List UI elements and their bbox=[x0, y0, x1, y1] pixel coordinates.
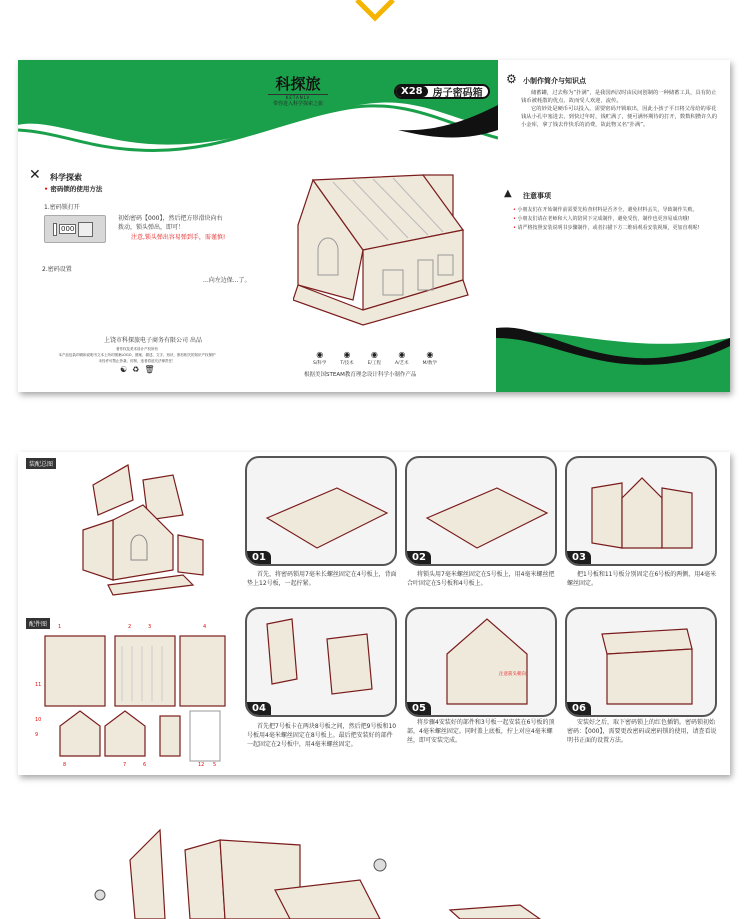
brand-slogan: 带你进入科学探索之旅 bbox=[272, 101, 323, 107]
step2-label: 2.密码设置 bbox=[42, 266, 72, 273]
notes-title: 注意事项 bbox=[523, 192, 551, 200]
steam-item-t: ◉ T/技术 bbox=[340, 350, 354, 366]
house-product-image bbox=[293, 170, 473, 340]
assembly-instructions-panel bbox=[18, 452, 730, 775]
brand-logo: 科探旅 bbox=[275, 75, 321, 93]
arrow-direction-tip: 注意箭头朝向 bbox=[499, 672, 526, 677]
part-number: 9 bbox=[35, 732, 39, 738]
product-badge bbox=[394, 84, 490, 99]
step-02-caption: 将锁头用7毫米螺丝固定在5号板上，用4毫米螺丝把合叶固定在5号板和4号板上。 bbox=[407, 571, 555, 587]
science-title: 科学探索 bbox=[50, 173, 82, 182]
steam-item-e: ◉ E/工程 bbox=[367, 350, 381, 366]
intro-paragraph-1: 储蓄罐，过去称为“扑满”，是我国西汉时由民间创制的一种储蓄工具，具有防止钱币被耗散的优点，故而受人欢迎，流传。 bbox=[521, 90, 717, 104]
tools-icon: ✕ bbox=[29, 167, 41, 183]
step-05-image: 05 注意箭头朝向 bbox=[405, 607, 557, 717]
company-name: 上饶市科探旅电子商务有限公司 出品 bbox=[104, 337, 202, 344]
steam-tagline: 根据美国STEAM教育理念设计科学小制作产品 bbox=[304, 372, 417, 378]
science-subtitle: 密码锁的使用方法 bbox=[50, 185, 103, 193]
step-05-caption: 将步骤4安装好的部件和3号板一起安装在6号板的顶部，4毫米螺丝固定。同时盖上底板，拧上对应4毫米螺丝，即可安装完成。 bbox=[407, 719, 555, 744]
step-06-image: 06 bbox=[565, 607, 717, 717]
part-number: 1 bbox=[58, 624, 62, 630]
step-01-image: 01 bbox=[245, 456, 397, 566]
step1-text: 初始密码【000】，然后把方形滑块向右拨动，锁头弹出，即可！ bbox=[118, 215, 223, 231]
green-wave-footer bbox=[496, 318, 730, 392]
step-03-image: 03 bbox=[565, 456, 717, 566]
trash-icon: 🗑 bbox=[144, 365, 155, 374]
part-number: 7 bbox=[123, 762, 127, 768]
product-name: 房子密码箱 bbox=[432, 88, 483, 99]
overview-label: 装配总图 bbox=[26, 458, 56, 469]
brand-sub: KETANLV bbox=[268, 94, 328, 100]
exploded-view-image bbox=[53, 460, 228, 600]
warning-icon: ▲ bbox=[504, 188, 512, 199]
note-item: • 请严格按照安装说明书步骤制作，或者扫描下方二维码观看安装视频，更加直观呢! bbox=[513, 225, 700, 231]
green-wave-header bbox=[18, 60, 498, 160]
intro-paragraph-2: 它的妙处是硬币可以投入，需要密码开锁取出，因此小孩子平日将父母给的零花钱从小孔中塞进去，到快过年时，钱贮满了，便可满怀期待的打开，数数积攒许久的小金库，拿了钱去作快乐的消费，故此物又名“扑满”。 bbox=[521, 106, 717, 128]
part-number: 3 bbox=[148, 624, 152, 630]
part-number: 2 bbox=[128, 624, 132, 630]
step-02-image: 02 bbox=[405, 456, 557, 566]
part-number: 6 bbox=[143, 762, 147, 768]
copyright-line2: 本产品包装印刷和说明书文本上所印图案LOGO、图案、描述、文字、形状，都有相关的知识产权保护 bbox=[58, 353, 216, 357]
step1-warning: 注意,锁头弹出容易弹到手，需谨慎! bbox=[131, 234, 226, 241]
intro-title: 小制作简介与知识点 bbox=[523, 77, 586, 85]
step-01-caption: 首先，将密码锁用7毫米长螺丝固定在4号板上，背面垫上12号板，一起拧紧。 bbox=[247, 571, 397, 587]
exploded-house-closeup bbox=[60, 820, 620, 919]
steam-item-a: ◉ A/艺术 bbox=[395, 350, 409, 366]
recycle-icon: ♻ bbox=[132, 365, 140, 374]
note-item: • 小朋友们在开始制作前需要先检查材料是否齐全，避免材料丢失，导致制作失败。 bbox=[513, 207, 698, 213]
part-number: 10 bbox=[35, 717, 42, 723]
part-number: 5 bbox=[213, 762, 217, 768]
step1-label: 1.密码锁打开 bbox=[44, 204, 80, 211]
chevron-down-icon bbox=[353, 0, 397, 22]
steam-item-s: ◉ S/科学 bbox=[313, 350, 327, 366]
copyright-line1: 著作权及美术设计产权所有 bbox=[116, 347, 158, 351]
part-number: 11 bbox=[35, 682, 42, 688]
step2-text: ...向左边保...了。 bbox=[203, 277, 251, 284]
part-number: 8 bbox=[63, 762, 67, 768]
combination-lock-image: 000 bbox=[44, 215, 106, 243]
note-item: • 小朋友们请在老师和大人的陪同下完成制作，避免受伤，制作也更容易成功哦! bbox=[513, 216, 690, 222]
step-03-caption: 把1号板和11号板分别固定在6号板的两侧，用4毫米螺丝固定。 bbox=[567, 571, 717, 587]
copyright-line3: 未经许可禁止抄袭、仿制，违者将追究法律责任！ bbox=[98, 359, 176, 363]
manual-cover-panel: 科探旅 KETANLV 带你进入科学探索之旅 X28 房子密码箱 ✕ 科学探索 • 密码锁的使用方法 1.密码锁打开 000 初始密码【000】，然后把方形滑块向右拨动，锁头弹出，即可！ 注意,锁头弹出容易弹到手，需谨慎! 2.密码设置 ...向左边保...了。 上饶市科探旅电子商务有限公司 出品 著作权及美术设计产权所有 本产品包装印刷和说明书文本上所印图案LOGO、图案、描述、文字、形状，都有相关的知识产权保护 未经许可禁止抄袭、仿制，违者将追究法律责任！ ☯ ♻ 🗑 ◉ S/科学 ◉ T/技术 ◉ E/工程 ◉ A/艺术 ◉ M/数学 根据美国STEAM教育理念设计科学小制作产品 ⚙ 小制作简介与知识点 储蓄罐，过去称为“扑满”，是我国西汉时由民间创制的一种储蓄工具，具有防止钱币被耗散的优点，故而受人欢迎，流传。 它的妙处是硬币可以投入，需要密码开锁取出，因此小孩子平日将父母给的零花钱从小孔中塞进去，到快过年时，钱贮满了，便可满怀期待的打开，数数积攒许久的小金库，拿了钱去作快乐的消费，故此物又名“扑满”。 ▲ 注意事项 • 小朋友们在开始制作前需要先检查材料是否齐全，避免材料丢失，导致制作失败。 • 小朋友们请在老师和大人的陪同下完成制作，避免受伤，制作也更容易成功哦! • 请严格按照安装说明书步骤制作，或者扫描下方二维码观看安装视频，更加直观呢! bbox=[18, 60, 730, 392]
parts-label: 配件图 bbox=[26, 618, 50, 629]
yin-yang-icon: ☯ bbox=[120, 365, 128, 374]
part-number: 4 bbox=[203, 624, 207, 630]
steam-item-m: ◉ M/数学 bbox=[422, 350, 438, 366]
part-number: 12 bbox=[198, 762, 205, 768]
step-06-caption: 安装好之后，取下密码锁上的红色插销。密码锁初始密码：【000】，需要更改密码或密码锁的使用，请查看说明书正面的设置方法。 bbox=[567, 719, 717, 744]
gears-icon: ⚙ bbox=[506, 72, 517, 86]
product-code: X28 bbox=[396, 86, 428, 97]
step-04-image: 04 bbox=[245, 607, 397, 717]
step-04-caption: 首先把7号板卡在两块8号板之间，然后把9号板和10号板用4毫米螺丝固定在8号板上。最后把安装好的部件一起固定在2号板中，用4毫米螺丝固定。 bbox=[247, 723, 397, 748]
